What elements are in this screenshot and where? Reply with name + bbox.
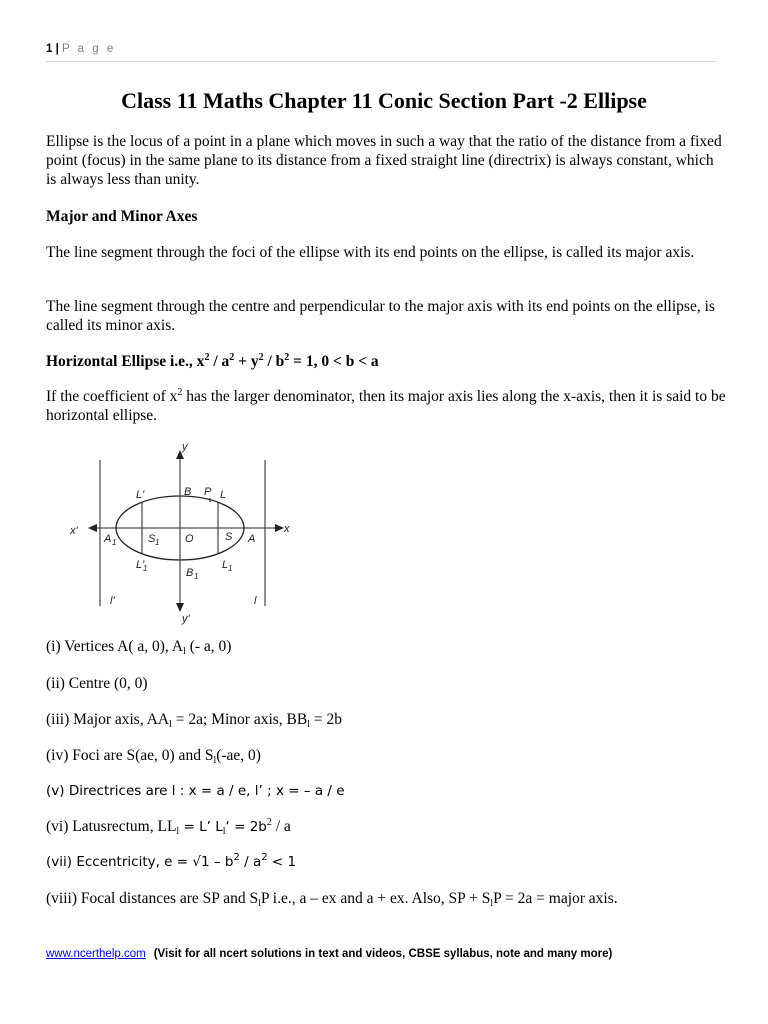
axes-heading: Major and Minor Axes [46, 208, 198, 225]
property-latusrectum: (vi) Latusrectum, $LL_l = L$’ $L_l‘ = 2b^2 / a$ [46, 817, 291, 837]
horizontal-ellipse-heading: Horizontal Ellipse i.e., $x^2 / a^2 + y^2 / b^2 = 1$, 0 < b < a [46, 352, 379, 370]
label-p: P [204, 486, 212, 498]
label-a1: A [104, 533, 112, 545]
intro-paragraph: Ellipse is the locus of a point in a plane which moves in such a way that the ratio of the distance from a fixed point (focus) in the same plane to its distance from a fixed straight line (directrix) is always constant, which is always less than unity. [46, 133, 722, 188]
label-a: A [248, 533, 256, 545]
property-eccentricity: (vii) Eccentricity, $e = √1 - b^2 / a^2 < 1$ [46, 852, 297, 870]
property-focal-distances: (viii) Focal distances are SP and $S_lP$ i.e., a – ex and a + ex. Also, SP + $S_lP = 2a$ = major axis. [46, 890, 618, 909]
label-l1-prime-sub: 1 [143, 564, 148, 573]
label-b: B [184, 486, 192, 498]
y-arrow-down [176, 603, 184, 612]
label-s1: S [148, 533, 156, 545]
header-divider [46, 61, 716, 62]
label-o: O [185, 533, 194, 545]
label-s1-sub: 1 [155, 538, 160, 547]
page-word: P a g e [62, 43, 116, 55]
label-b1: B [186, 567, 194, 579]
label-x: x [284, 523, 290, 535]
label-b1-sub: 1 [194, 572, 199, 581]
label-directrix-l-prime: l' [110, 595, 115, 607]
page-header [46, 43, 116, 55]
x-arrow-left [88, 524, 97, 532]
page-footer [46, 948, 612, 960]
footer-link[interactable]: www.ncerthelp.com [46, 948, 146, 960]
label-l1-sub: 1 [228, 564, 233, 573]
label-y: y [182, 441, 188, 453]
label-l1-prime: L' [136, 559, 145, 571]
major-axis-paragraph: The line segment through the foci of the ellipse with its end points on the ellipse, is called its major axis. [46, 244, 695, 261]
property-vertices: (i) Vertices A( a, 0), $A_l$ (- a, 0) [46, 638, 232, 657]
label-x-prime: x' [70, 525, 78, 537]
page-number: 1 [46, 43, 53, 55]
horizontal-ellipse-paragraph: If the coefficient of $x^2$ has the larger denominator, then its major axis lies along the x-axis, then it is said to be horizontal ellipse. [46, 387, 726, 424]
label-y-prime: y' [182, 613, 190, 625]
label-a1-sub: 1 [112, 538, 117, 547]
property-axes: (iii) Major axis, $AA_l = 2a$; Minor axis, $BB_l = 2b$ [46, 711, 343, 730]
property-centre: (ii) Centre (0, 0) [46, 675, 148, 692]
property-directrices: (v) Directrices are l : x = a / e, l’ ; x = – a / e [46, 783, 345, 799]
minor-axis-paragraph: The line segment through the centre and perpendicular to the major axis with its end points on the ellipse, is called its minor axis. [46, 298, 715, 334]
x-arrow-right [275, 524, 284, 532]
label-directrix-l: l [254, 595, 257, 607]
property-foci: (iv) Foci are S(ae, 0) and $S_l(-ae$, 0) [46, 747, 261, 766]
footer-note: (Visit for all ncert solutions in text and videos, CBSE syllabus, note and many more) [153, 948, 613, 960]
label-l1: L [222, 559, 229, 571]
ellipse-figure [70, 436, 320, 626]
label-l-prime: L' [136, 489, 145, 501]
page-separator: | [52, 43, 63, 55]
label-l: L [220, 489, 227, 501]
page-title: Class 11 Maths Chapter 11 Conic Section Part -2 Ellipse [121, 88, 647, 113]
label-s: S [225, 531, 233, 543]
